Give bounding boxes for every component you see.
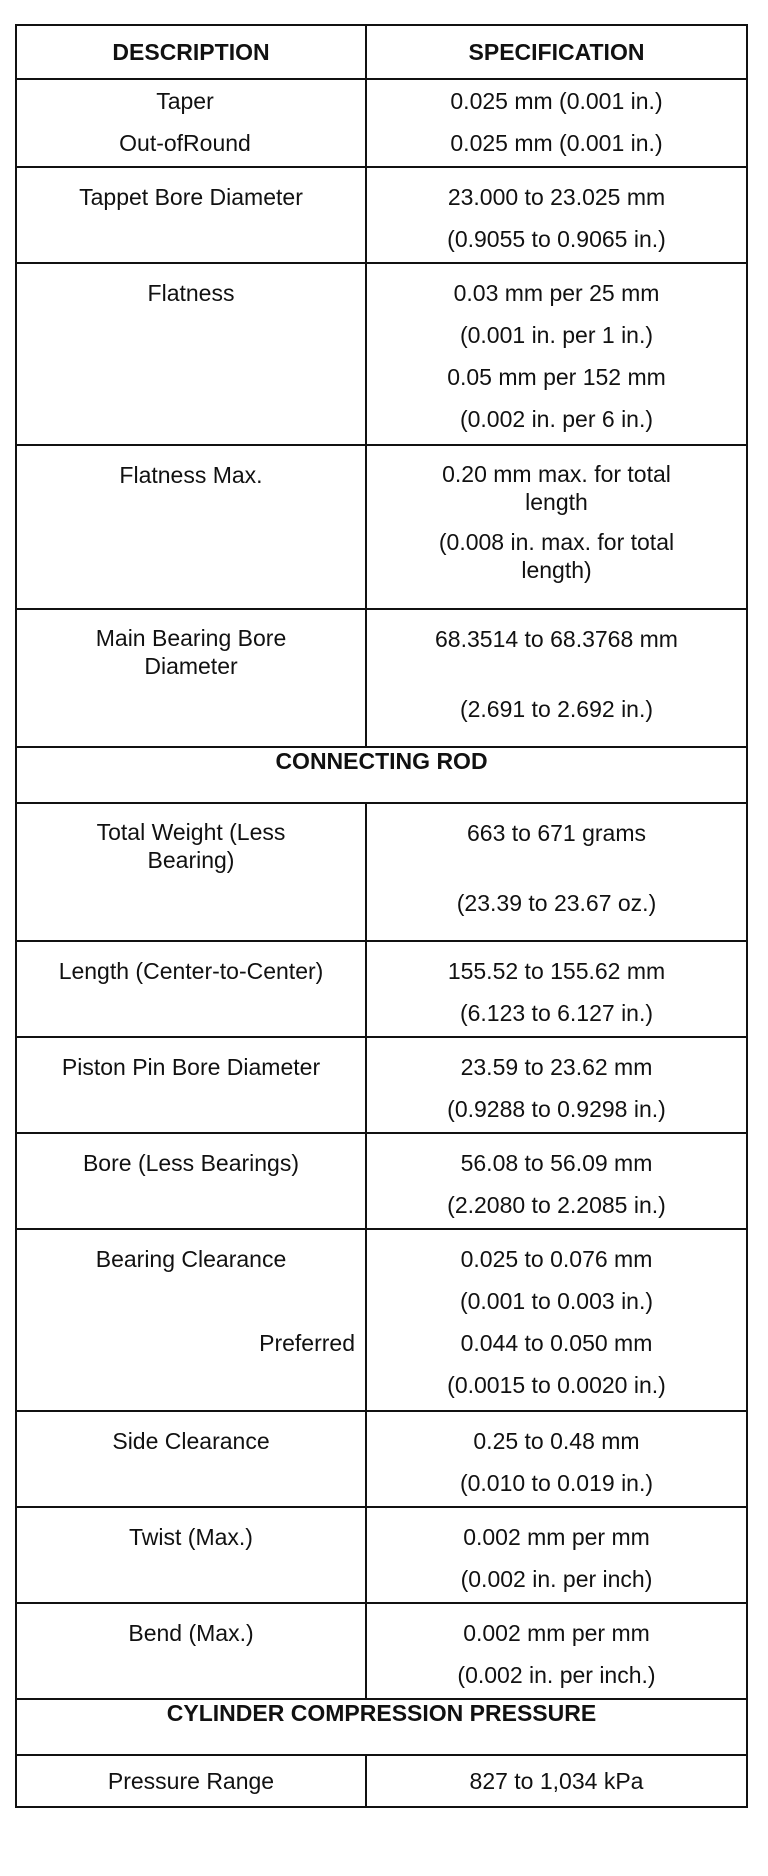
section-row [16,1699,747,1755]
table-row [16,1603,747,1699]
total-weight-spec-g: 663 to 671 grams [466,820,646,846]
bore-spec-in: (2.2080 to 2.2085 in.) [447,1192,666,1218]
table-row [16,1229,747,1411]
spec-table [15,24,748,1808]
connecting-rod-heading: CONNECTING ROD [16,747,747,803]
side-clearance-spec-in: (0.010 to 0.019 in.) [459,1470,654,1496]
flatness-spec-1: 0.03 mm per 25 mm [453,280,660,306]
flatness-max-spec-2a: (0.008 in. max. for total [438,529,675,555]
total-weight-label-b: Bearing) [147,847,235,873]
tappet-bore-spec-in: (0.9055 to 0.9065 in.) [447,226,666,252]
table-row [16,1507,747,1603]
piston-pin-spec-mm: 23.59 to 23.62 mm [460,1054,653,1080]
table-row [16,609,747,747]
table-header-row [16,25,747,79]
description-header: DESCRIPTION [16,25,366,79]
pressure-range-spec: 827 to 1,034 kPa [366,1755,747,1807]
bearing-clearance-spec-3: 0.044 to 0.050 mm [460,1330,653,1356]
length-spec-mm: 155.52 to 155.62 mm [447,958,666,984]
out-of-round-spec: 0.025 mm (0.001 in.) [450,130,663,156]
compression-heading: CYLINDER COMPRESSION PRESSURE [16,1699,747,1755]
section-row [16,747,747,803]
total-weight-spec-oz: (23.39 to 23.67 oz.) [456,890,657,916]
twist-spec-in: (0.002 in. per inch) [460,1566,653,1592]
main-bearing-spec-in: (2.691 to 2.692 in.) [459,696,654,722]
tappet-bore-label: Tappet Bore Diameter [79,184,303,210]
table-row [16,1755,747,1807]
table-row [16,445,747,609]
table-row [16,263,747,445]
flatness-max-label: Flatness Max. [119,462,263,488]
table-row [16,1411,747,1507]
pressure-range-label: Pressure Range [16,1755,366,1807]
twist-spec-mm: 0.002 mm per mm [463,1524,650,1550]
bearing-clearance-spec-2: (0.001 to 0.003 in.) [459,1288,654,1314]
flatness-label: Flatness [147,280,235,306]
bearing-clearance-spec-4: (0.0015 to 0.0020 in.) [447,1372,666,1398]
table-row [16,79,747,167]
table-row [16,167,747,263]
tappet-bore-spec-mm: 23.000 to 23.025 mm [447,184,666,210]
out-of-round-label: Out-ofRound [119,130,251,156]
bore-spec-mm: 56.08 to 56.09 mm [460,1150,653,1176]
piston-pin-spec-in: (0.9288 to 0.9298 in.) [447,1096,666,1122]
flatness-max-spec-2b: length) [521,557,592,583]
length-spec-in: (6.123 to 6.127 in.) [459,1000,654,1026]
main-bearing-label-b: Diameter [144,653,238,679]
bearing-clearance-label: Bearing Clearance [95,1246,287,1272]
bearing-clearance-preferred-label: Preferred [259,1330,355,1356]
bend-label: Bend (Max.) [128,1620,254,1646]
flatness-max-spec-1b: length [525,489,588,515]
table-row [16,941,747,1037]
taper-spec: 0.025 mm (0.001 in.) [450,88,663,114]
side-clearance-spec-mm: 0.25 to 0.48 mm [473,1428,640,1454]
specification-header: SPECIFICATION [366,25,747,79]
table-row [16,1037,747,1133]
bore-label: Bore (Less Bearings) [82,1150,300,1176]
twist-label: Twist (Max.) [129,1524,253,1550]
bend-spec-in: (0.002 in. per inch.) [457,1662,656,1688]
table-row [16,1133,747,1229]
piston-pin-label: Piston Pin Bore Diameter [61,1054,321,1080]
flatness-spec-4: (0.002 in. per 6 in.) [459,406,654,432]
side-clearance-label: Side Clearance [112,1428,270,1454]
flatness-spec-2: (0.001 in. per 1 in.) [459,322,654,348]
flatness-spec-3: 0.05 mm per 152 mm [447,364,666,390]
total-weight-label-a: Total Weight (Less [96,819,286,845]
main-bearing-spec-mm: 68.3514 to 68.3768 mm [435,626,678,652]
bend-spec-mm: 0.002 mm per mm [463,1620,650,1646]
flatness-max-spec-1a: 0.20 mm max. for total [442,461,671,487]
main-bearing-label-a: Main Bearing Bore [95,625,287,651]
table-row [16,803,747,941]
taper-label: Taper [156,88,214,114]
length-label: Length (Center-to-Center) [58,958,324,984]
bearing-clearance-spec-1: 0.025 to 0.076 mm [460,1246,653,1272]
